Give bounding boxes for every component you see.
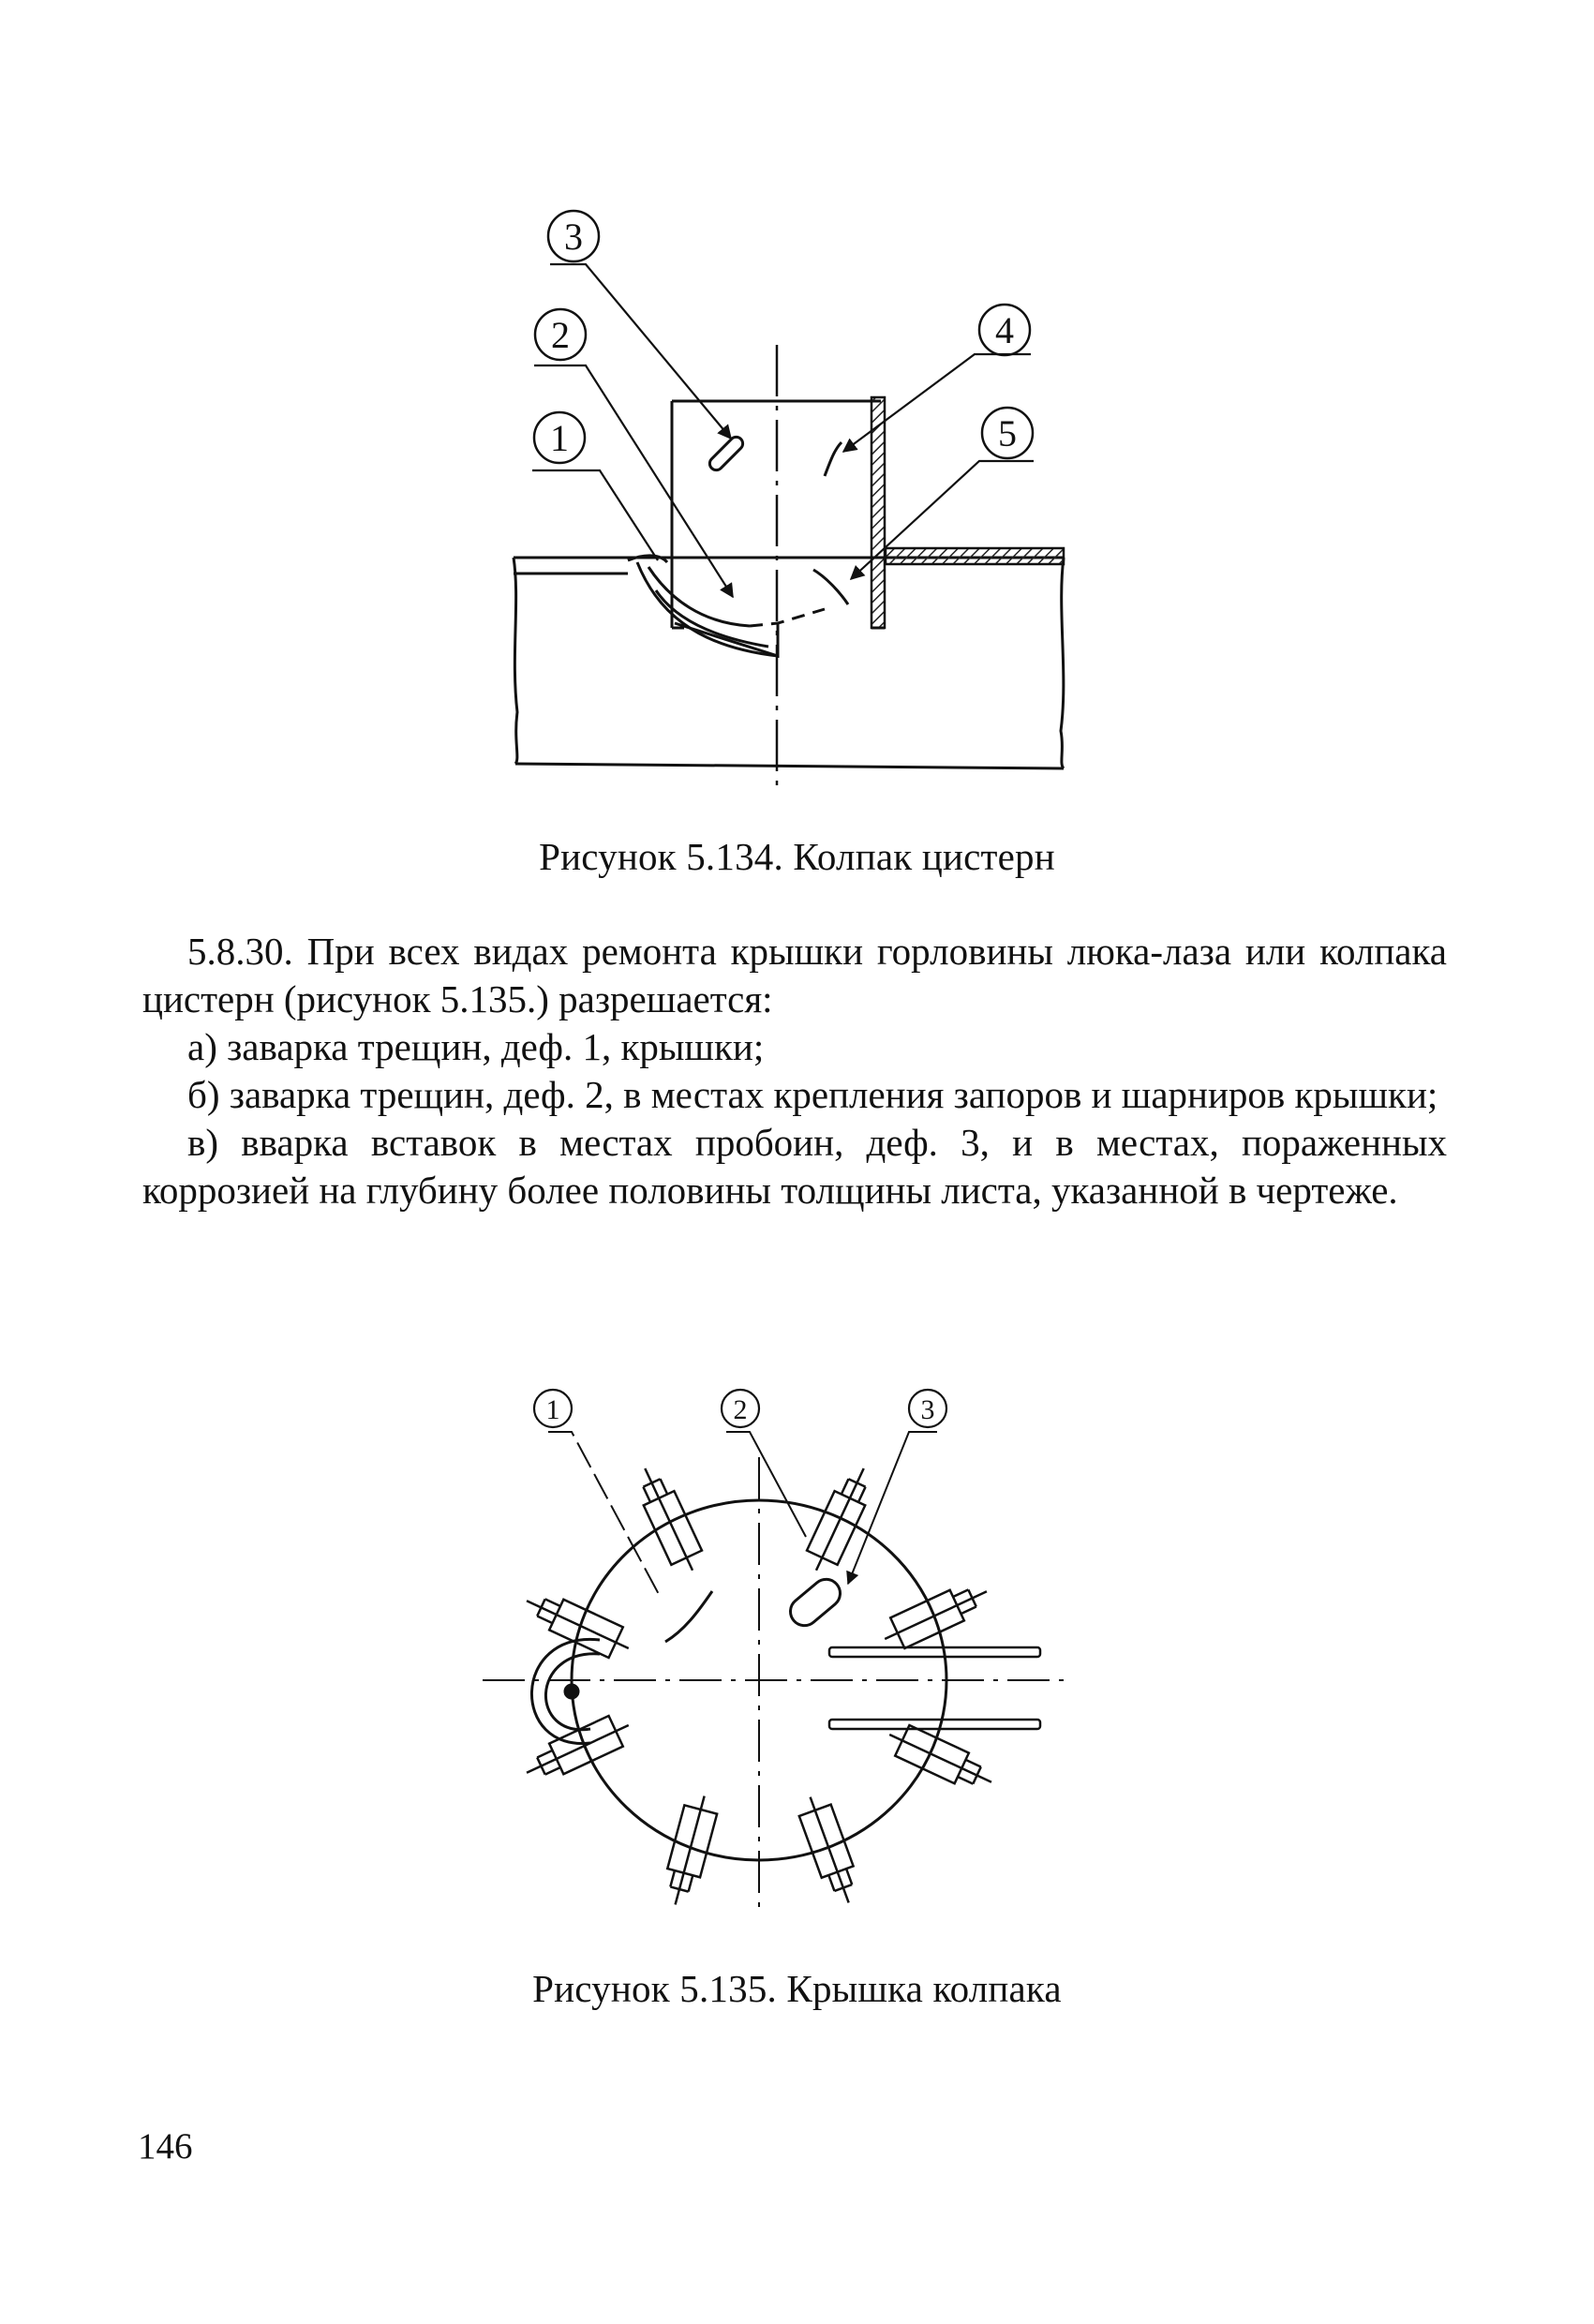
figure-5-135-drawing [483,1390,1068,1916]
cover-defects [665,1573,846,1642]
locking-rods [829,1647,1040,1729]
cover-callout-3: 3 [920,1394,935,1425]
figure-caption-5-134: Рисунок 5.134. Колпак цистерн [539,835,1055,878]
list-item-c: в) вварка вставок в местах пробоин, деф. 3, и в местах, пораженных коррозией на глубину более половины толщины листа, указанной в чертеже. [142,1121,1447,1212]
callout-circles-134 [534,211,1033,463]
callout-3: 3 [564,216,583,258]
callout-labels-135 [546,1394,935,1425]
callout-1: 1 [550,417,569,459]
tank-shell [514,548,1064,768]
hinge [531,1639,600,1743]
dome [637,397,885,658]
figure-5-134-drawing [514,211,1064,792]
callout-5: 5 [998,412,1017,454]
callout-2: 2 [551,314,570,356]
list-item-b: б) заварка трещин, деф. 2, в местах крепления запоров и шарниров крышки; [187,1073,1438,1116]
callout-4: 4 [995,309,1014,351]
list-item-a: а) заварка трещин, деф. 1, крышки; [187,1025,765,1068]
paragraph-intro: 5.8.30. При всех видах ремонта крышки горловины люка-лаза или колпака цистерн (рисунок 5.135.) разрешается: [142,930,1447,1020]
cover-callout-1: 1 [545,1394,560,1425]
figure-caption-5-135: Рисунок 5.135. Крышка колпака [532,1967,1062,2010]
callout-labels-134 [550,216,1017,459]
cover-leader-lines [548,1432,937,1598]
cover-callout-2: 2 [733,1394,748,1425]
paragraph-5-8-30 [142,928,1447,1214]
page-number: 146 [138,2126,193,2167]
